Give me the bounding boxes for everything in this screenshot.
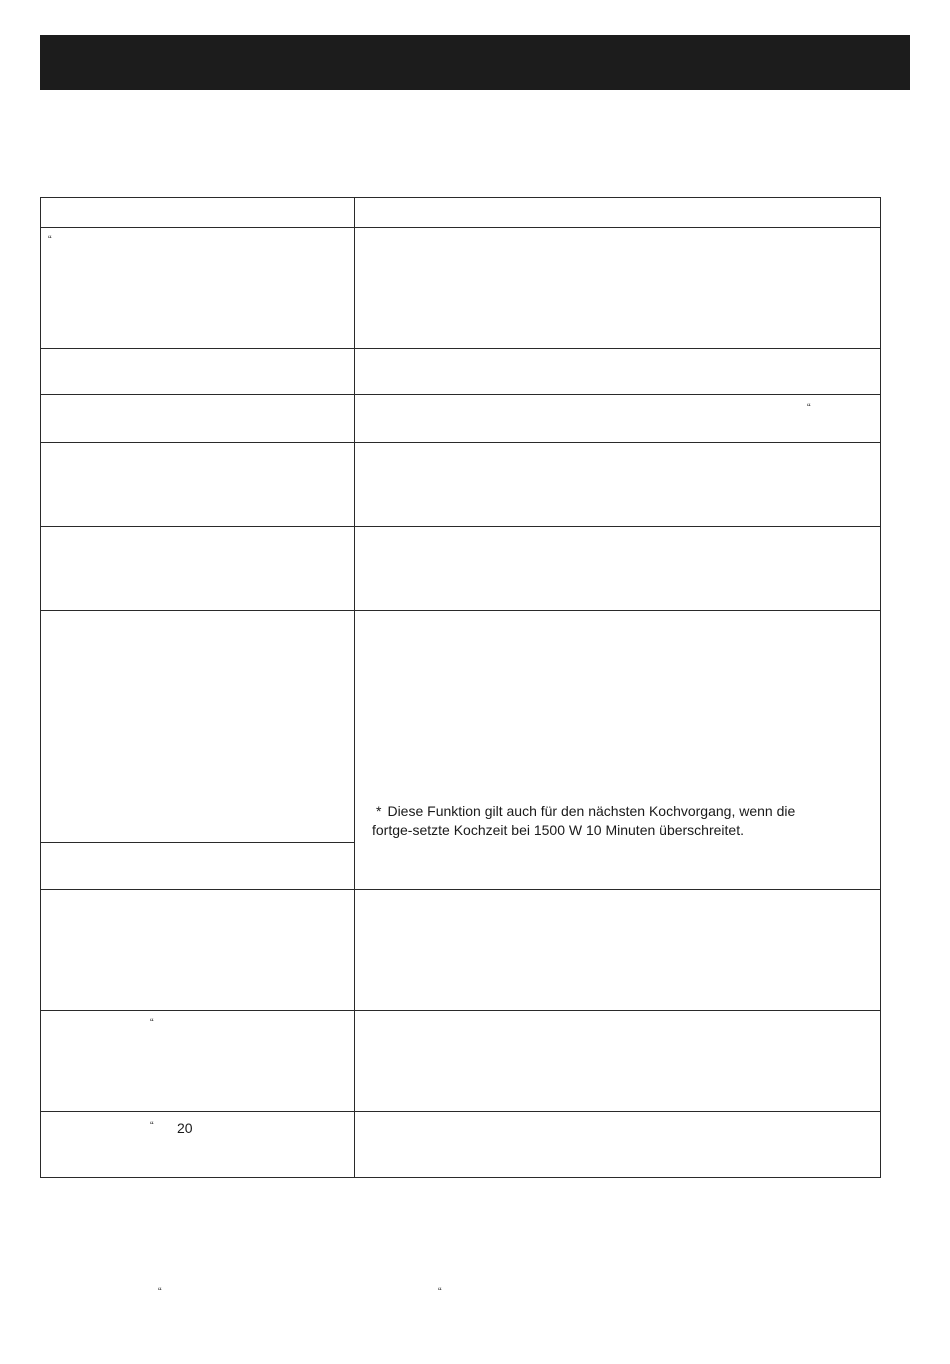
row-divider	[41, 1111, 880, 1112]
quote-mark: “	[150, 1120, 154, 1132]
header-bar	[40, 35, 910, 90]
quote-mark: “	[48, 234, 52, 246]
cell-number: 20	[177, 1120, 193, 1136]
note-line-1: * Diese Funktion gilt auch für den nächsten Kochvorgang, wenn die	[376, 803, 796, 819]
row-divider	[41, 526, 880, 527]
row-divider	[41, 227, 880, 228]
row-divider	[41, 348, 880, 349]
quote-mark: “	[807, 402, 811, 414]
row-divider	[41, 889, 880, 890]
troubleshooting-table	[40, 197, 881, 1178]
note-line-2: fortge-setzte Kochzeit bei 1500 W 10 Minuten überschreitet.	[372, 822, 744, 838]
row-divider	[41, 442, 880, 443]
quote-mark: “	[150, 1017, 154, 1029]
note-star: *	[376, 803, 382, 819]
row-divider	[41, 1010, 880, 1011]
column-divider	[354, 198, 355, 1177]
quote-mark: “	[158, 1286, 162, 1298]
function-note	[372, 802, 872, 840]
quote-mark: “	[438, 1286, 442, 1298]
row-divider	[41, 394, 880, 395]
row-divider	[41, 610, 880, 611]
row-divider	[41, 842, 354, 843]
